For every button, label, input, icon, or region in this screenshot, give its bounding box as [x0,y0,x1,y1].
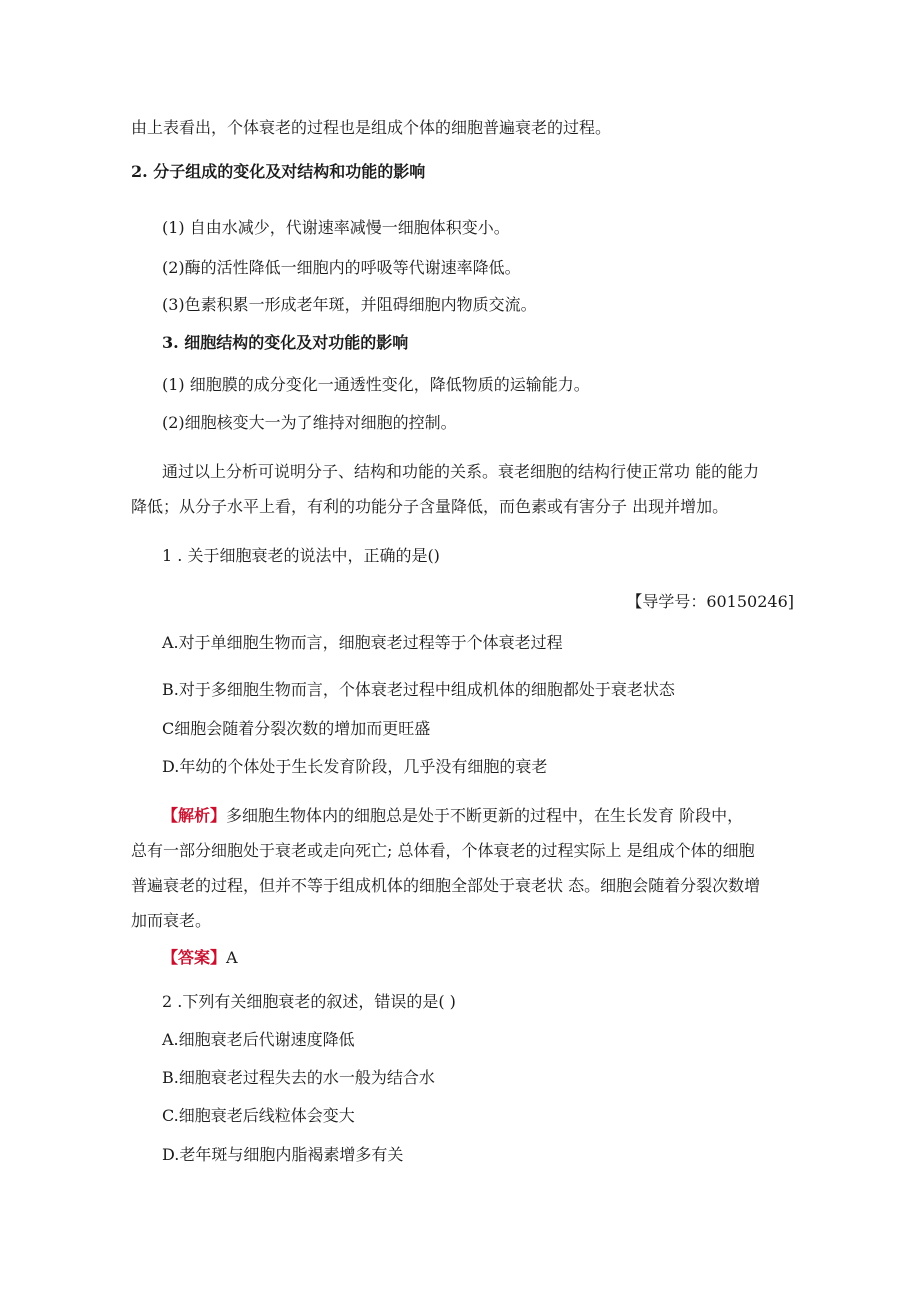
section3-item: (1) 细胞膜的成分变化一通透性变化，降低物质的运输能力。 [162,375,590,394]
section2-heading: 2. 分子组成的变化及对结构和功能的影响 [131,162,426,181]
summary-line: 降低；从分子水平上看，有利的功能分子含量降低，而色素或有害分子 出现并增加。 [131,497,729,516]
question-2-option: A.细胞衰老后代谢速度降低 [162,1030,355,1049]
question-1-stem: 1 . 关于细胞衰老的说法中，正确的是() [162,546,440,565]
analysis-line: 普遍衰老的过程，但并不等于组成机体的细胞全部处于衰老状 态。细胞会随着分裂次数增 [131,876,761,895]
question-2-option: D.老年斑与细胞内脂褐素增多有关 [162,1145,404,1164]
question-1-option: A.对于单细胞生物而言，细胞衰老过程等于个体衰老过程 [162,633,563,652]
section3-item: (2)细胞核变大一为了维持对细胞的控制。 [162,413,457,432]
question-1-option: B.对于多细胞生物而言，个体衰老过程中组成机体的细胞都处于衰老状态 [162,680,675,699]
answer-tag: 【答案】 [162,948,227,967]
section3-heading: 3. 细胞结构的变化及对功能的影响 [162,333,409,352]
analysis-text: 多细胞生物体内的细胞总是处于不断更新的过程中，在生长发育 阶段中， [226,806,744,825]
section2-item: (2)酶的活性降低一细胞内的呼吸等代谢速率降低。 [162,258,521,277]
summary-line: 通过以上分析可说明分子、结构和功能的关系。衰老细胞的结构行使正常功 能的能力 [162,462,760,481]
question-1-option: C细胞会随着分裂次数的增加而更旺盛 [162,719,431,738]
analysis-line: 加而衰老。 [131,911,212,930]
question-2-stem: 2 .下列有关细胞衰老的叙述，错误的是( ) [162,992,456,1011]
question-1-option: D.年幼的个体处于生长发育阶段，几乎没有细胞的衰老 [162,757,548,776]
answer-value: A [226,948,238,967]
guide-number: 【导学号：60150246] [626,592,794,611]
section2-item: (1) 自由水减少，代谢速率减慢一细胞体积变小。 [162,218,510,237]
question-2-option: B.细胞衰老过程失去的水一般为结合水 [162,1068,435,1087]
analysis-line: 总有一部分细胞处于衰老或走向死亡; 总体看，个体衰老的过程实际上 是组成个体的细胞 [131,841,755,860]
question-2-option: C.细胞衰老后线粒体会变大 [162,1106,355,1125]
answer-line [162,946,238,970]
section2-item: (3)色素积累一形成老年斑，并阻碍细胞内物质交流。 [162,295,537,314]
analysis-line [162,804,743,828]
intro-line: 由上表看出，个体衰老的过程也是组成个体的细胞普遍衰老的过程。 [131,118,612,137]
analysis-tag: 【解析】 [162,806,227,825]
